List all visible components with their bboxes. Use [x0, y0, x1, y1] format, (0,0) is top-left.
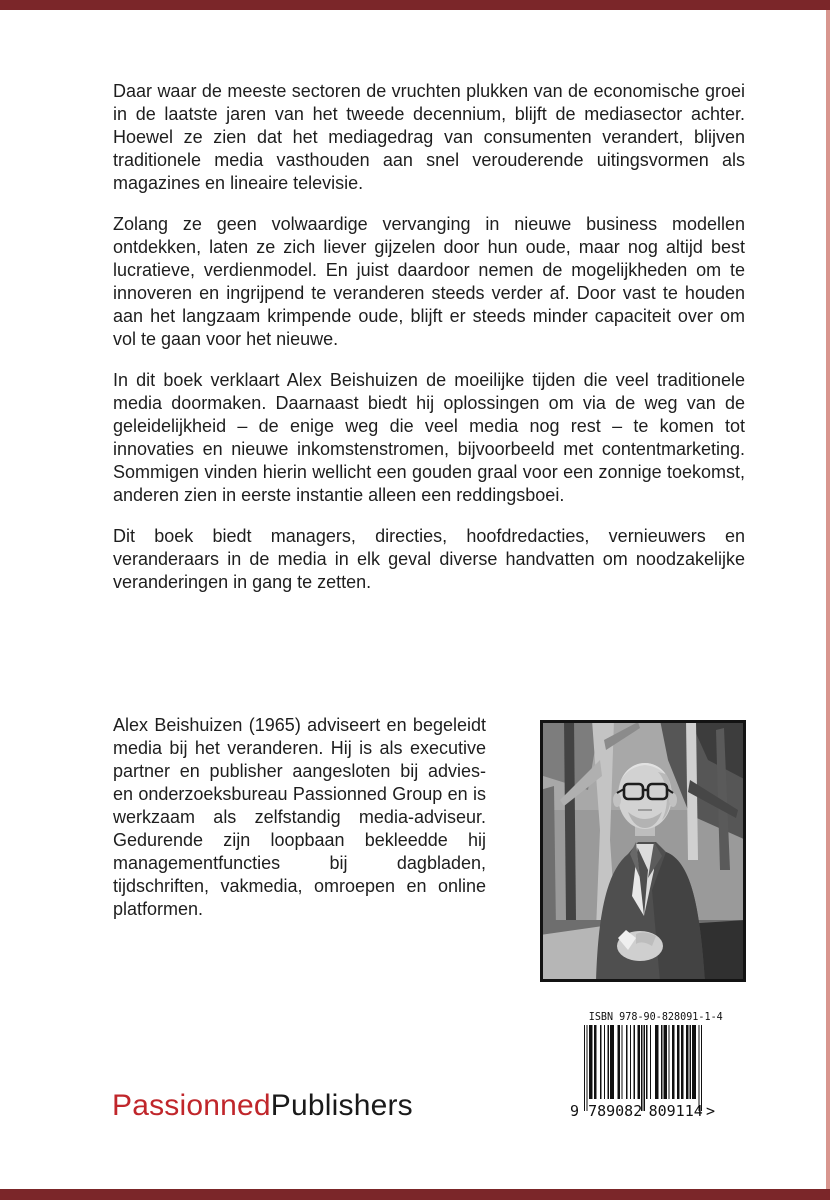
barcode-bars	[584, 1025, 702, 1111]
blurb-paragraph-1: Daar waar de meeste sectoren de vruchten plukken van de economische groei in de laatste jaren van het tweede decennium, blijft de mediasector achter. Hoewel ze zien dat het mediagedrag van consumenten verandert, blijven traditionele media vasthouden aan snel verouderende uitingsvormen als magazines en lineaire televisie.	[113, 81, 745, 193]
top-accent-bar	[0, 0, 830, 10]
logo-passionned: Passionned	[112, 1089, 271, 1122]
right-edge-strip	[826, 10, 830, 1189]
back-cover-blurb	[113, 80, 745, 612]
barcode-block	[570, 1010, 723, 1120]
logo-publishers: Publishers	[270, 1089, 413, 1122]
barcode-digit-group-1: 789082	[588, 1102, 643, 1120]
barcode-arrow: >	[705, 1102, 715, 1120]
author-bio: Alex Beishuizen (1965) adviseert en begeleidt media bij het veranderen. Hij is als executive partner en publisher aangesloten bij advies- en onderzoeksbureau Passionned Group en is werkzaam als zelfstandig media-adviseur. Gedurende zijn loopbaan bekleedde hij managementfuncties bij dagbladen, tijdschriften, vakmedia, omroepen en online platformen.	[113, 715, 486, 919]
author-section	[113, 714, 746, 982]
isbn-label: ISBN 978-90-828091-1-4	[588, 1010, 723, 1023]
author-portrait-image	[540, 720, 746, 982]
author-photo	[540, 720, 746, 982]
blurb-paragraph-3: In dit boek verklaart Alex Beishuizen de moeilijke tijden die veel traditionele media doormaken. Daarnaast biedt hij oplossingen om via de weg van de geleidelijkheid – de enige weg die veel media nog rest – te komen tot innovaties en nieuwe inkomstenstromen, bijvoorbeeld met contentmarketing. Sommigen vinden hierin wellicht een gouden graal voor een zonnige toekomst, anderen zien in eerste instantie alleen een reddingsboei.	[113, 370, 745, 505]
publisher-logo	[112, 1089, 413, 1123]
blurb-paragraph-2: Zolang ze geen volwaardige vervanging in nieuwe business modellen ontdekken, laten ze zich liever gijzelen door hun oude, maar nog altijd best lucratieve, verdienmodel. En juist daardoor nemen de mogelijkheden om te innoveren en ingrijpend te veranderen steeds verder af. Door vast te houden aan het langzaam krimpende oude, blijft er steeds minder capaciteit over om vol te gaan voor het nieuwe.	[113, 214, 745, 349]
blurb-paragraph-4: Dit boek biedt managers, directies, hoofdredacties, vernieuwers en veranderaars in de media in elk geval diverse handvatten om noodzakelijke veranderingen in gang te zetten.	[113, 526, 745, 592]
barcode-digits	[570, 1102, 715, 1120]
ean-barcode	[584, 1025, 702, 1111]
bottom-accent-bar	[0, 1189, 830, 1200]
barcode-digit-group-2: 809114	[648, 1102, 703, 1120]
barcode-digit-lead: 9	[570, 1102, 580, 1120]
